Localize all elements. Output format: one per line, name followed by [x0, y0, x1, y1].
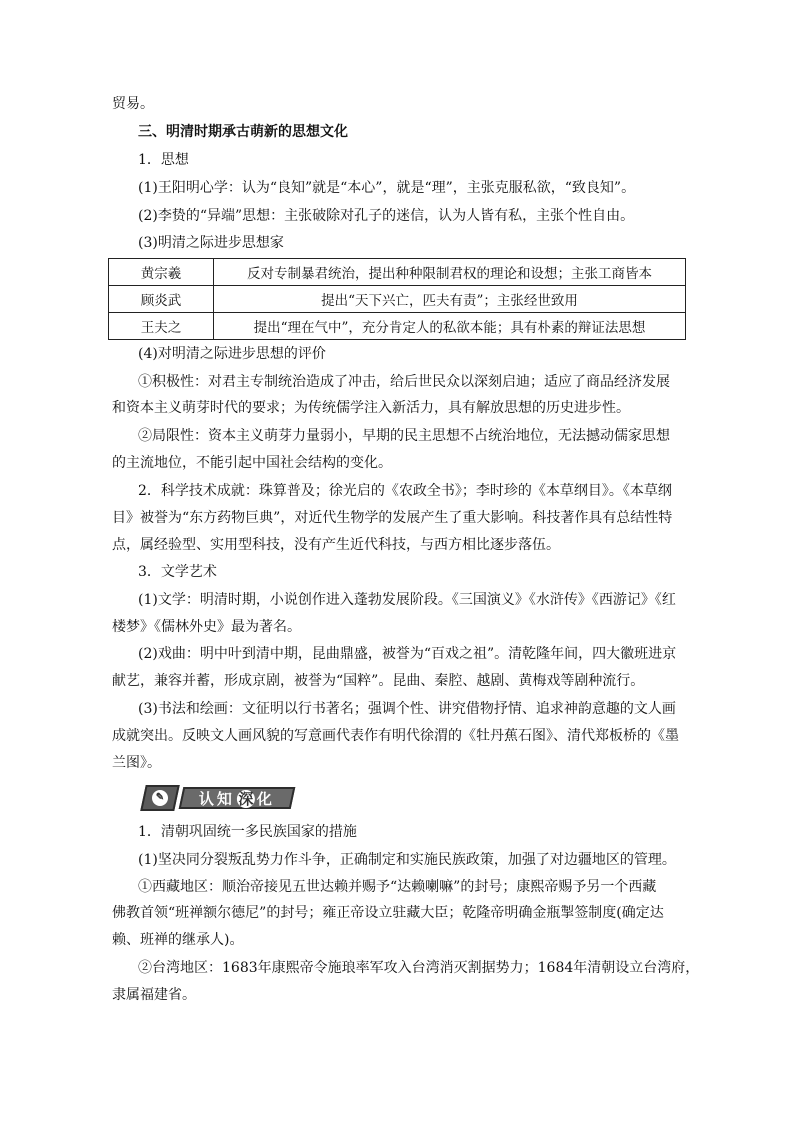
table-cell-name: 顾炎武 — [109, 286, 214, 313]
paragraph-line: 的主流地位，不能引起中国社会结构的变化。 — [112, 455, 392, 471]
banner-title — [179, 787, 296, 809]
table-row — [109, 313, 686, 340]
section-banner — [143, 785, 293, 811]
table-cell-idea: 提出“理在气中”，充分肯定人的私欲本能；具有朴素的辩证法思想 — [214, 313, 686, 340]
paragraph-line: 隶属福建省。 — [112, 987, 196, 1003]
table-cell-name: 黄宗羲 — [109, 259, 214, 286]
thinkers-table — [108, 258, 686, 340]
paragraph-line: (1)文学：明清时期，小说创作进入蓬勃发展阶段。《三国演义》《水浒传》《西游记》《红 — [138, 592, 676, 608]
subheading: 1．思想 — [138, 152, 189, 168]
paragraph-line: ①积极性：对君主专制统治造成了冲击，给后世民众以深刻启迪；适应了商品经济发展 — [138, 374, 670, 390]
document-pen-icon: ✎ — [140, 785, 180, 811]
paragraph-line: (3)书法和绘画：文征明以行书著名；强调个性、讲究借物抒情、追求神韵意趣的文人画 — [138, 701, 676, 717]
paragraph-line: 兰图》。 — [112, 755, 161, 771]
paragraph-line: 楼梦》《儒林外史》最为著名。 — [112, 619, 301, 635]
paragraph-line: (1)坚决同分裂叛乱势力作斗争，正确制定和实施民族政策，加强了对边疆地区的管理。 — [138, 852, 676, 868]
paragraph-line: 和资本主义萌芽时代的要求；为传统儒学注入新活力，具有解放思想的历史进步性。 — [112, 400, 630, 416]
table-cell-name: 王夫之 — [109, 313, 214, 340]
paragraph-line: (1)王阳明心学：认为“良知”就是“本心”，就是“理”，主张克服私欲，“致良知”。 — [138, 180, 636, 196]
banner-text: 化 — [257, 789, 276, 808]
paragraph-line: ①西藏地区：顺治帝接见五世达赖并赐予“达赖喇嘛”的封号；康熙帝赐予另一个西藏 — [138, 879, 657, 895]
table-row — [109, 259, 686, 286]
paragraph-line: 佛教首领“班禅额尔德尼”的封号；雍正帝设立驻藏大臣；乾隆帝明确金瓶掣签制度(确定达 — [112, 905, 664, 921]
paragraph-line: 点，属经验型、实用型科技，没有产生近代科技，与西方相比逐步落伍。 — [112, 537, 560, 553]
subheading: 3．文学艺术 — [138, 564, 217, 580]
table-row — [109, 286, 686, 313]
paragraph-line: (2)戏曲：明中叶到清中期，昆曲鼎盛，被誉为“百戏之祖”。清乾隆年间，四大徽班进京 — [138, 646, 677, 662]
paragraph-line: 2．科学技术成就：珠算普及；徐光启的《农政全书》；李时珍的《本草纲目》。《本草纲 — [138, 483, 672, 499]
paragraph-line: 贸易。 — [112, 96, 154, 112]
paragraph-line: 献艺，兼容并蓄，形成京剧，被誉为“国粹”。昆曲、秦腔、越剧、黄梅戏等剧种流行。 — [112, 673, 645, 689]
table-cell-idea: 提出“天下兴亡，匹夫有责”；主张经世致用 — [214, 286, 686, 313]
paragraph-line: (2)李贽的“异端”思想：主张破除对孔子的迷信，认为人皆有私，主张个性自由。 — [138, 208, 635, 224]
table-cell-idea: 反对专制暴君统治，提出种种限制君权的理论和设想；主张工商皆本 — [214, 259, 686, 286]
paragraph-line: 赖、班禅的继承人)。 — [112, 932, 244, 948]
paragraph-line: 目》被誉为“东方药物巨典”，对近代生物学的发展产生了重大影响。科技著作具有总结性特 — [112, 510, 673, 526]
banner-highlight: 深 — [238, 789, 254, 808]
paragraph-line: 成就突出。反映文人画风貌的写意画代表作有明代徐渭的《牡丹蕉石图》、清代郑板桥的《墨 — [112, 728, 679, 744]
paragraph-line: ②台湾地区：1683年康熙帝令施琅率军攻入台湾消灭割据势力；1684年清朝设立台湾府， — [138, 960, 700, 976]
paragraph-line: (4)对明清之际进步思想的评价 — [138, 346, 326, 362]
paragraph-line: ②局限性：资本主义萌芽力量弱小，早期的民主思想不占统治地位，无法撼动儒家思想 — [138, 428, 670, 444]
paragraph-line: (3)明清之际进步思想家 — [138, 235, 284, 251]
banner-text: 认知 — [198, 789, 235, 808]
subheading: 1．清朝巩固统一多民族国家的措施 — [138, 824, 357, 840]
section-heading: 三、明清时期承古萌新的思想文化 — [138, 124, 348, 140]
